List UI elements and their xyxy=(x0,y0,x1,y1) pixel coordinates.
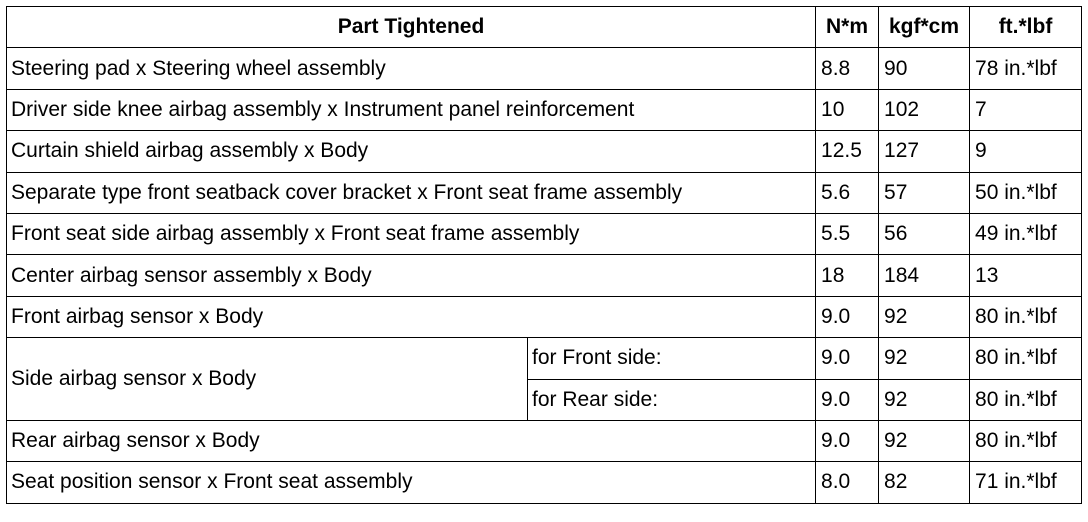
part-cell: Front seat side airbag assembly x Front seat frame assembly xyxy=(7,213,816,254)
kgf-cm-cell: 92 xyxy=(879,420,970,461)
header-kgf-cm: kgf*cm xyxy=(879,7,970,48)
kgf-cm-cell: 92 xyxy=(879,379,970,420)
kgf-cm-cell: 127 xyxy=(879,131,970,172)
ft-lbf-cell: 9 xyxy=(970,131,1082,172)
table-row xyxy=(7,172,1082,213)
part-cell: Front airbag sensor x Body xyxy=(7,296,816,337)
ft-lbf-cell: 71 in.*lbf xyxy=(970,462,1082,503)
header-part-tightened: Part Tightened xyxy=(7,7,816,48)
nm-cell: 8.0 xyxy=(816,462,879,503)
table-header-row xyxy=(7,7,1082,48)
part-cell: Driver side knee airbag assembly x Instrument panel reinforcement xyxy=(7,89,816,130)
part-cell: Rear airbag sensor x Body xyxy=(7,420,816,461)
nm-cell: 9.0 xyxy=(816,420,879,461)
table-row xyxy=(7,131,1082,172)
ft-lbf-cell: 7 xyxy=(970,89,1082,130)
torque-spec-table xyxy=(6,6,1082,504)
part-cell: Steering pad x Steering wheel assembly xyxy=(7,48,816,89)
nm-cell: 5.5 xyxy=(816,213,879,254)
table-row xyxy=(7,296,1082,337)
table-row xyxy=(7,255,1082,296)
condition-cell: for Front side: xyxy=(528,338,816,379)
table-row xyxy=(7,89,1082,130)
nm-cell: 9.0 xyxy=(816,379,879,420)
ft-lbf-cell: 80 in.*lbf xyxy=(970,296,1082,337)
kgf-cm-cell: 90 xyxy=(879,48,970,89)
kgf-cm-cell: 57 xyxy=(879,172,970,213)
nm-cell: 5.6 xyxy=(816,172,879,213)
table-row xyxy=(7,420,1082,461)
table-row xyxy=(7,48,1082,89)
header-nm: N*m xyxy=(816,7,879,48)
condition-cell: for Rear side: xyxy=(528,379,816,420)
kgf-cm-cell: 92 xyxy=(879,296,970,337)
header-ft-lbf: ft.*lbf xyxy=(970,7,1082,48)
nm-cell: 12.5 xyxy=(816,131,879,172)
kgf-cm-cell: 82 xyxy=(879,462,970,503)
ft-lbf-cell: 13 xyxy=(970,255,1082,296)
ft-lbf-cell: 80 in.*lbf xyxy=(970,420,1082,461)
part-cell: Separate type front seatback cover bracket x Front seat frame assembly xyxy=(7,172,816,213)
ft-lbf-cell: 50 in.*lbf xyxy=(970,172,1082,213)
table-row-side-sensor-front xyxy=(7,338,1082,379)
kgf-cm-cell: 56 xyxy=(879,213,970,254)
part-cell: Seat position sensor x Front seat assembly xyxy=(7,462,816,503)
kgf-cm-cell: 102 xyxy=(879,89,970,130)
ft-lbf-cell: 80 in.*lbf xyxy=(970,379,1082,420)
part-cell: Curtain shield airbag assembly x Body xyxy=(7,131,816,172)
ft-lbf-cell: 78 in.*lbf xyxy=(970,48,1082,89)
table-row xyxy=(7,462,1082,503)
nm-cell: 8.8 xyxy=(816,48,879,89)
nm-cell: 9.0 xyxy=(816,296,879,337)
part-cell: Center airbag sensor assembly x Body xyxy=(7,255,816,296)
kgf-cm-cell: 184 xyxy=(879,255,970,296)
part-cell: Side airbag sensor x Body xyxy=(7,338,528,421)
table-row xyxy=(7,213,1082,254)
nm-cell: 18 xyxy=(816,255,879,296)
nm-cell: 10 xyxy=(816,89,879,130)
nm-cell: 9.0 xyxy=(816,338,879,379)
kgf-cm-cell: 92 xyxy=(879,338,970,379)
ft-lbf-cell: 49 in.*lbf xyxy=(970,213,1082,254)
ft-lbf-cell: 80 in.*lbf xyxy=(970,338,1082,379)
